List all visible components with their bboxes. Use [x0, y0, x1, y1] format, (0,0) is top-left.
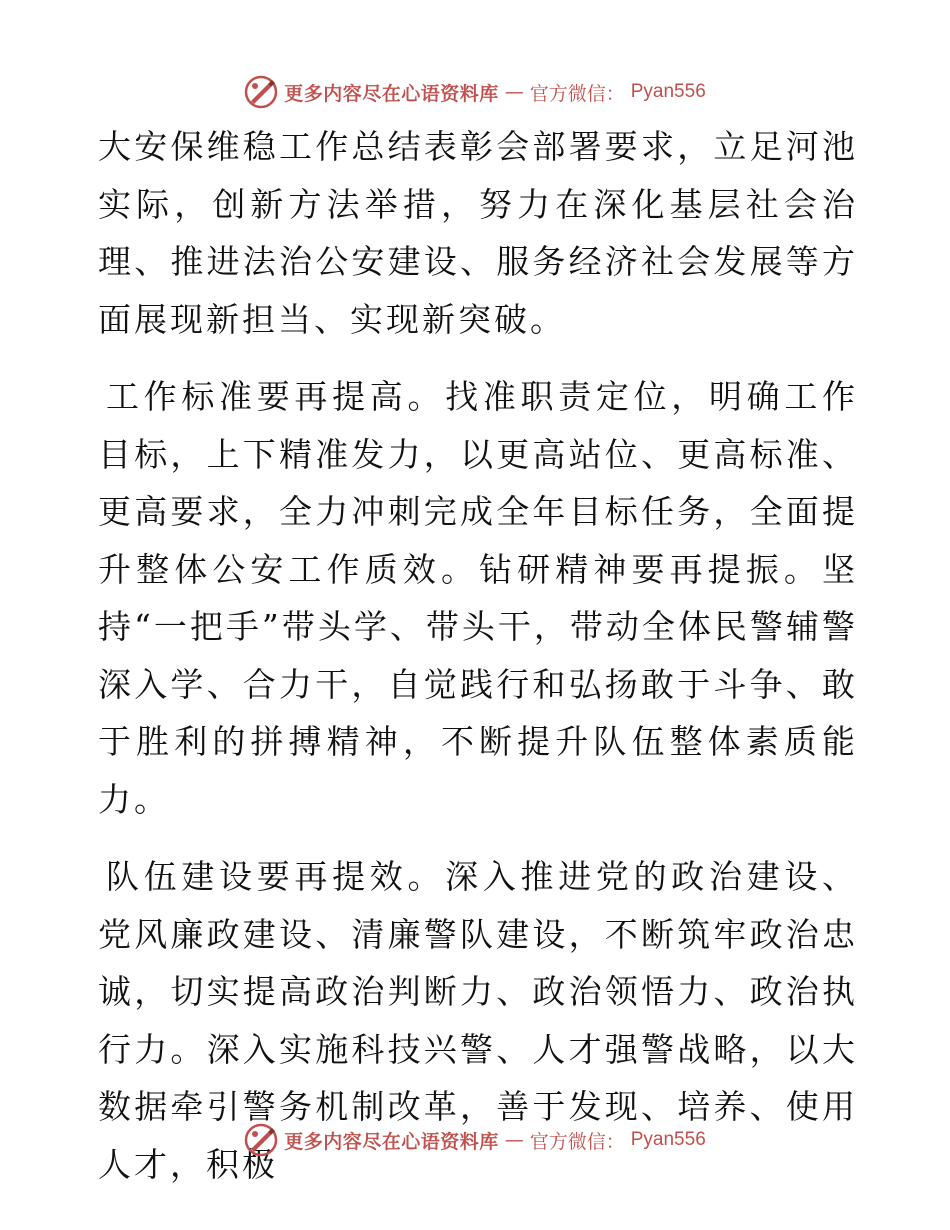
pen-seal-logo-icon	[244, 75, 278, 109]
header-separator: —	[504, 81, 524, 103]
footer-banner	[0, 1120, 950, 1160]
footer-wechat-label: 官方微信：	[529, 1130, 625, 1153]
header-brand-text: 更多内容尽在心语资料库	[284, 82, 499, 105]
footer-wechat-id: Pyan556	[630, 1129, 706, 1150]
header-wechat-id: Pyan556	[630, 81, 706, 102]
footer-separator: —	[504, 1129, 524, 1151]
document-body	[98, 118, 858, 1193]
header-wechat-label: 官方微信：	[529, 82, 625, 105]
pen-seal-logo-icon	[244, 1123, 278, 1157]
header-banner	[0, 72, 950, 112]
paragraph-2: 工作标准要再提高。找准职责定位，明确工作目标，上下精准发力，以更高站位、更高标准、更高要求，全力冲刺完成全年目标任务，全面提升整体公安工作质效。钻研精神要再提振。坚持“一把手”带头学、带头干，带动全体民警辅警深入学、合力干，自觉践行和弘扬敢于斗争、敢于胜利的拼搏精神，不断提升队伍整体素质能力。	[98, 377, 858, 819]
paragraph-1: 大安保维稳工作总结表彰会部署要求，立足河池实际，创新方法举措，努力在深化基层社会治理、推进法治公安建设、服务经济社会发展等方面展现新担当、实现新突破。	[98, 127, 858, 339]
footer-brand-text: 更多内容尽在心语资料库	[284, 1130, 499, 1153]
paragraph-3: 队伍建设要再提效。深入推进党的政治建设、党风廉政建设、清廉警队建设，不断筑牢政治忠诚，切实提高政治判断力、政治领悟力、政治执行力。深入实施科技兴警、人才强警战略，以大数据牵引警务机制改革，善于发现、培养、使用人才，积极	[98, 857, 858, 1184]
